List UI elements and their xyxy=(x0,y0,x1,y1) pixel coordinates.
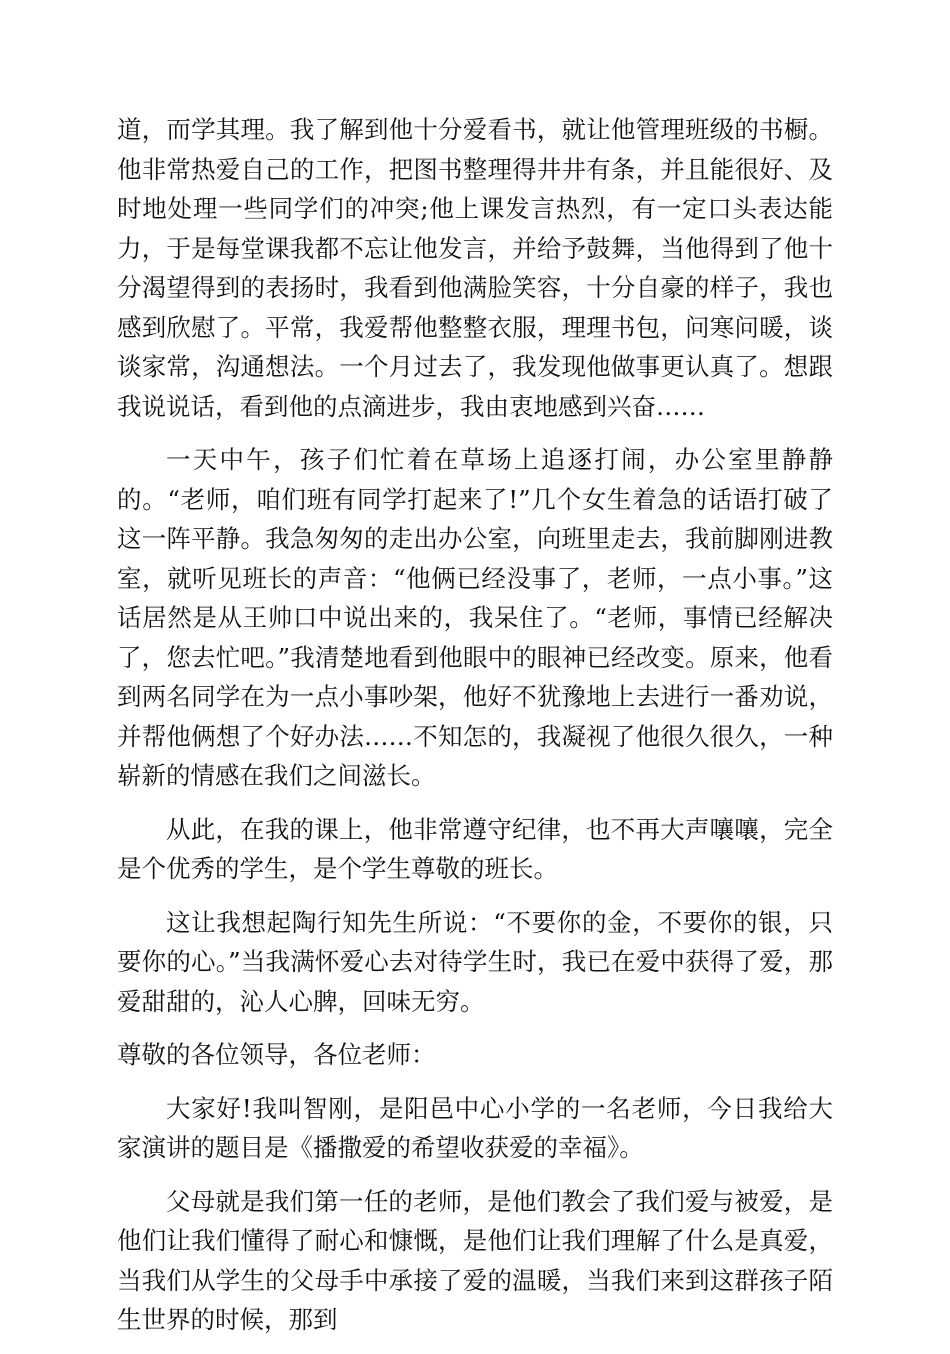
document-body xyxy=(117,110,833,1354)
salutation: 尊敬的各位领导，各位老师： xyxy=(117,1040,436,1069)
paragraph-6: 大家好!我叫智刚，是阳邑中心小学的一名老师，今日我给大家演讲的题目是《播撒爱的希望收获爱的幸福》。 xyxy=(117,1093,833,1162)
paragraph-4: 这让我想起陶行知先生所说：“不要你的金，不要你的银，只要你的心。”当我满怀爱心去对待学生时，我已在爱中获得了爱，那爱甜甜的，沁人心脾，回味无穷。 xyxy=(117,907,833,1016)
paragraph-1: 道，而学其理。我了解到他十分爱看书，就让他管理班级的书橱。他非常热爱自己的工作，把图书整理得井井有条，并且能很好、及时地处理一些同学们的冲突;他上课发言热烈，有一定口头表达能力，于是每堂课我都不忘让他发言，并给予鼓舞，当他得到了他十分渴望得到的表扬时，我看到他满脸笑容，十分自豪的样子，我也感到欣慰了。平常，我爱帮他整整衣服，理理书包，问寒问暖，谈谈家常，沟通想法。一个月过去了，我发现他做事更认真了。想跟我说说话，看到他的点滴进步，我由衷地感到兴奋…… xyxy=(117,115,833,421)
paragraph-7: 父母就是我们第一任的老师，是他们教会了我们爱与被爱，是他们让我们懂得了耐心和慷慨，是他们让我们理解了什么是真爱，当我们从学生的父母手中承接了爱的温暖，当我们来到这群孩子陌生世界的时候，那到 xyxy=(117,1186,833,1334)
paragraph-2: 一天中午，孩子们忙着在草场上追逐打闹，办公室里静静的。“老师，咱们班有同学打起来了!”几个女生着急的话语打破了这一阵平静。我急匆匆的走出办公室，向班里走去，我前脚刚进教室，就听见班长的声音：“他俩已经没事了，老师，一点小事。”这话居然是从王帅口中说出来的，我呆住了。“老师，事情已经解决了，您去忙吧。”我清楚地看到他眼中的眼神已经改变。原来，他看到两名同学在为一点小事吵架，他好不犹豫地上去进行一番劝说，并帮他俩想了个好办法……不知怎的，我凝视了他很久很久，一种崭新的情感在我们之间滋长。 xyxy=(117,445,833,790)
paragraph-3: 从此，在我的课上，他非常遵守纪律，也不再大声嚷嚷，完全是个优秀的学生，是个学生尊敬的班长。 xyxy=(117,814,833,883)
